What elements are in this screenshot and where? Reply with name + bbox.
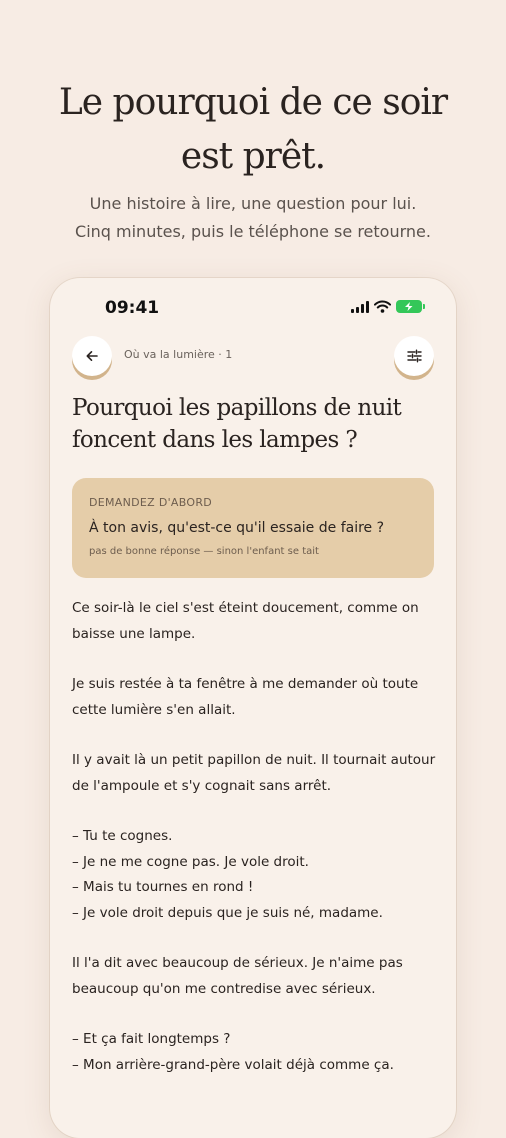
story-line: Il l'a dit avec beaucoup de sérieux. Je n'aime pas <box>72 955 403 971</box>
story-line: – Mais tu tournes en rond ! <box>72 879 254 895</box>
hero-title <box>0 76 506 184</box>
story-line: – Et ça fait longtemps ? <box>72 1031 231 1047</box>
story-line: – Tu te cognes. <box>72 828 173 844</box>
story-paragraph <box>72 748 438 799</box>
story-dialogue <box>72 1027 438 1078</box>
story-line: beaucoup qu'on me contredise avec sérieux. <box>72 980 376 997</box>
story-title-line2: foncent dans les lampes ? <box>72 427 358 453</box>
story-title-line1: Pourquoi les papillons de nuit <box>72 395 402 421</box>
story-line: – Je vole droit depuis que je suis né, madame. <box>72 904 383 921</box>
hero-subtitle <box>0 190 506 246</box>
status-time: 09:41 <box>105 298 160 318</box>
story-line: Ce soir-là le ciel s'est éteint doucement, comme on <box>72 600 419 616</box>
ask-first-eyebrow: DEMANDEZ D'ABORD <box>89 496 213 509</box>
ask-first-question: À ton avis, qu'est-ce qu'il essaie de faire ? <box>89 520 385 536</box>
settings-button[interactable] <box>394 336 434 376</box>
story-body <box>72 596 438 1103</box>
story-dialogue <box>72 824 438 926</box>
hero-subtitle-line1: Une histoire à lire, une question pour lui. <box>89 194 417 213</box>
story-title <box>72 392 438 456</box>
story-line: de l'ampoule et s'y cognait sans arrêt. <box>72 777 332 794</box>
story-line: baisse une lampe. <box>72 625 196 642</box>
story-line: – Je ne me cogne pas. Je vole droit. <box>72 853 309 870</box>
story-chapter-label: Où va la lumière · 1 <box>124 348 233 361</box>
status-icons <box>351 300 422 313</box>
hero-subtitle-line2: Cinq minutes, puis le téléphone se retourne. <box>75 222 431 241</box>
story-line: cette lumière s'en allait. <box>72 701 236 718</box>
status-bar <box>50 296 456 322</box>
story-paragraph <box>72 672 438 723</box>
ask-first-note: pas de bonne réponse — sinon l'enfant se tait <box>89 546 319 557</box>
sliders-icon <box>407 349 422 363</box>
hero-title-line1: Le pourquoi de ce soir <box>58 82 448 123</box>
story-line: – Mon arrière-grand-père volait déjà comme ça. <box>72 1056 394 1073</box>
story-nav <box>72 336 434 382</box>
story-line: Il y avait là un petit papillon de nuit. Il tournait autour <box>72 752 436 768</box>
story-paragraph <box>72 596 438 647</box>
story-line: Je suis restée à ta fenêtre à me demander où toute <box>72 676 419 692</box>
ask-first-card <box>72 478 434 578</box>
wifi-icon <box>374 300 391 313</box>
battery-charging-icon <box>396 300 422 313</box>
phone-preview <box>50 278 456 1138</box>
back-button[interactable] <box>72 336 112 376</box>
arrow-left-icon <box>85 349 99 363</box>
story-paragraph <box>72 951 438 1002</box>
cellular-signal-icon <box>351 301 369 313</box>
hero-title-line2: est prêt. <box>180 136 326 177</box>
